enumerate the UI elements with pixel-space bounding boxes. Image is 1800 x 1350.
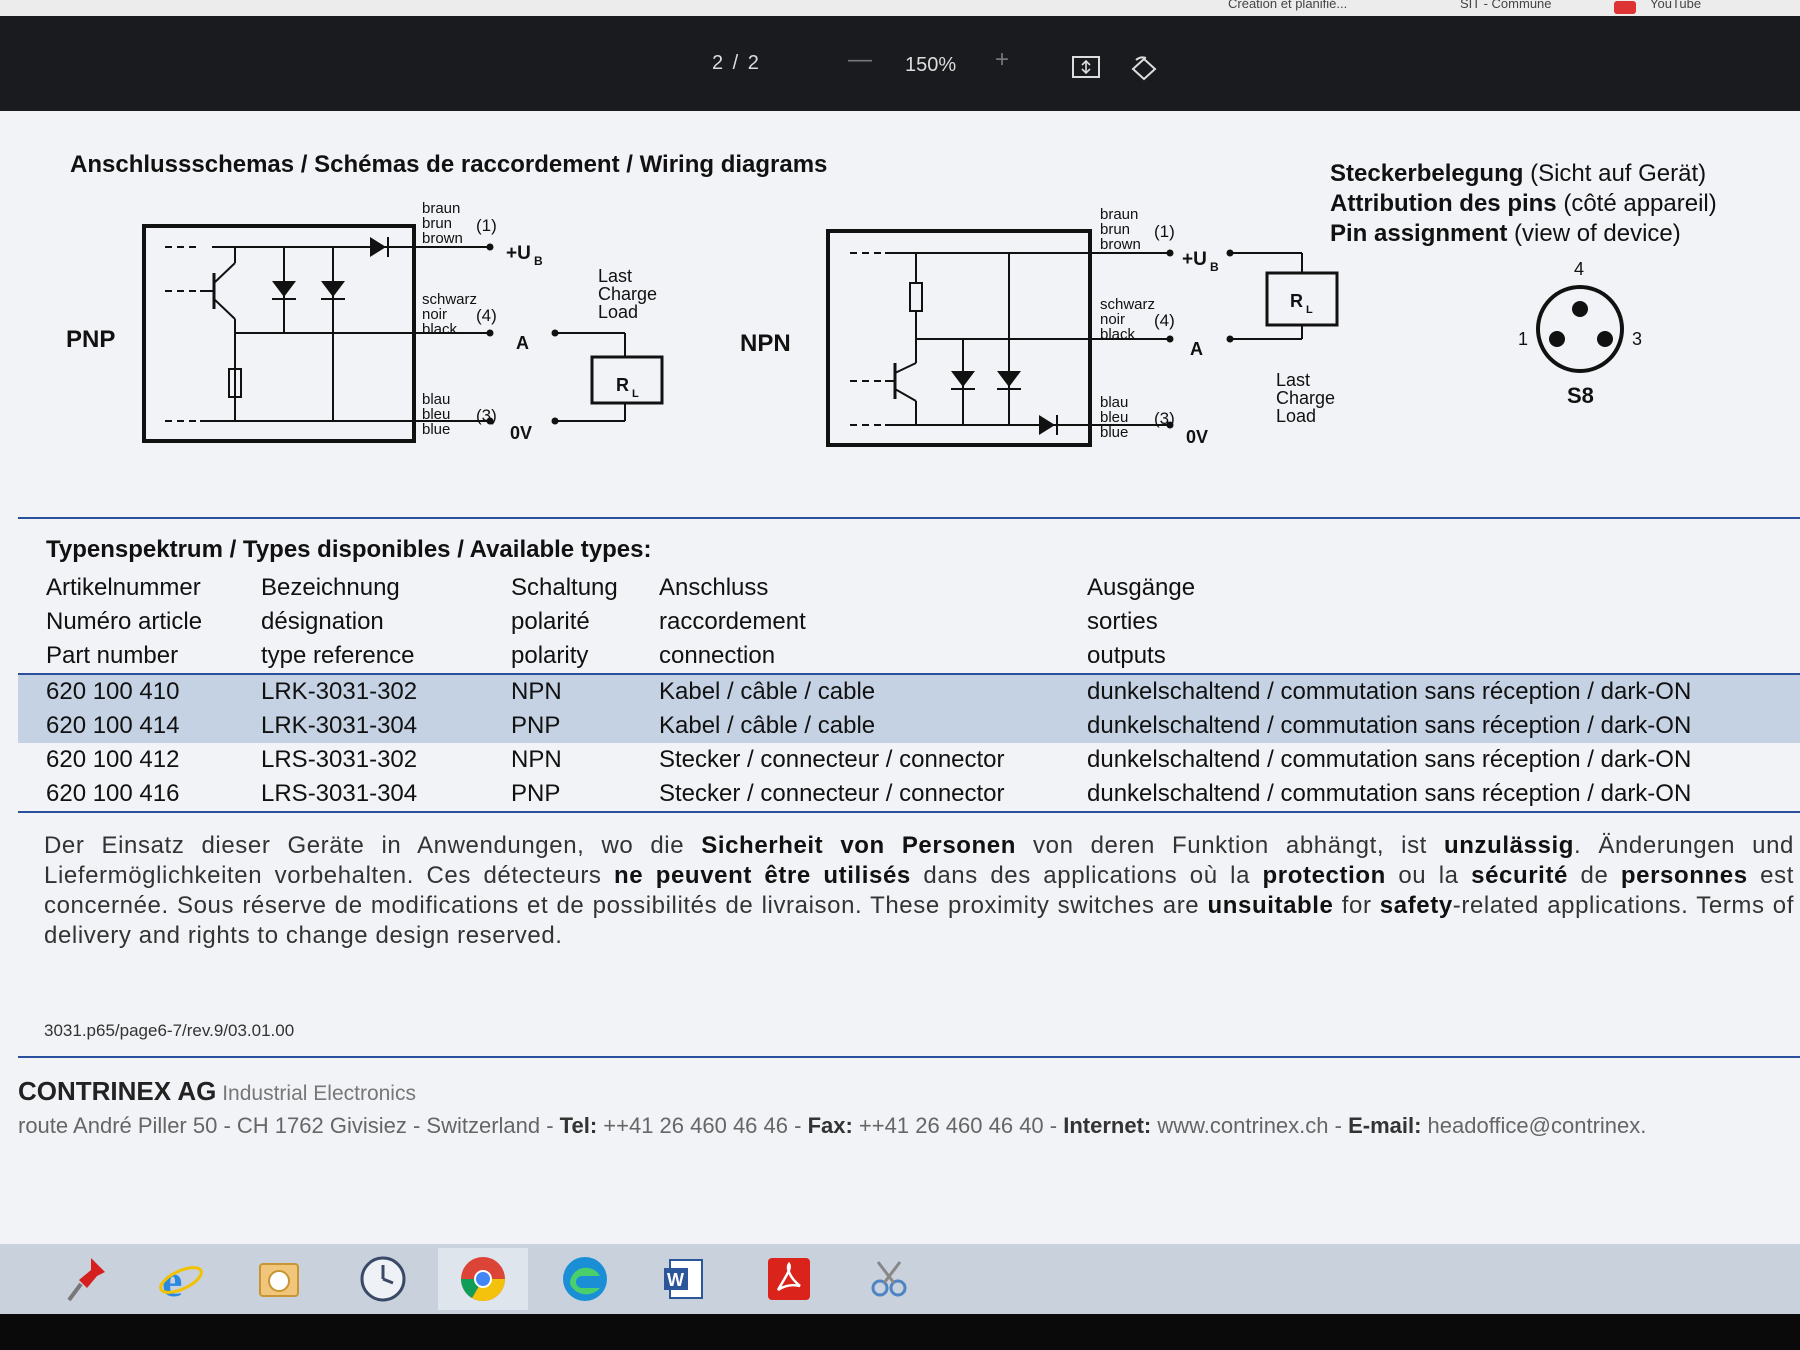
- footer-divider: [18, 1056, 1800, 1058]
- svg-text:braun: braun: [422, 200, 461, 217]
- svg-text:brun: brun: [422, 215, 453, 232]
- svg-text:Load: Load: [1276, 406, 1317, 426]
- s8-connector-pinout: [1518, 259, 1642, 408]
- table-header-row: Numéro article désignation polarité raccordement sorties: [46, 608, 1158, 635]
- svg-text:(1): (1): [1154, 222, 1175, 241]
- zoom-level: 150%: [905, 54, 957, 76]
- document-page: [0, 111, 1800, 1244]
- svg-text:A: A: [516, 333, 529, 353]
- svg-text:(1): (1): [476, 216, 497, 235]
- word-icon[interactable]: [640, 1248, 730, 1310]
- chrome-icon[interactable]: [438, 1248, 528, 1310]
- safety-disclaimer: Der Einsatz dieser Geräte in Anwendungen, wo die Sicherheit von Personen von deren Funktion abhängt, ist unzulässig. Änderungen und Liefermöglichkeiten vorbehalten. Ces détecteurs ne peuvent être utilisés dans des applications où la protection ou la sécurité de personnes est concernée. Sous réserve de modifications et de possibilités de livraison. These proximity switches are unsuitable for safety-related applications. Terms of delivery and rights to change design reserved.: [44, 832, 1795, 949]
- revision-code: 3031.p65/page6-7/rev.9/03.01.00: [44, 1021, 295, 1040]
- svg-text:R: R: [616, 375, 629, 395]
- available-types-title: Typenspektrum / Types disponibles / Available types:: [46, 536, 652, 563]
- svg-text:brun: brun: [1100, 221, 1131, 238]
- bookmark-item[interactable]: Création et planifié...: [1228, 0, 1348, 11]
- clock-icon[interactable]: [338, 1248, 428, 1310]
- pin-app-icon[interactable]: [42, 1248, 132, 1310]
- svg-text:0V: 0V: [1186, 427, 1209, 447]
- svg-text:0V: 0V: [510, 423, 533, 443]
- youtube-icon: [1614, 1, 1636, 14]
- rotate-icon[interactable]: [1130, 56, 1158, 82]
- pnp-wire-labels: [422, 200, 657, 443]
- svg-text:(4): (4): [476, 306, 497, 325]
- svg-text:bleu: bleu: [422, 406, 451, 423]
- pdf-viewer-toolbar: [0, 16, 1800, 111]
- svg-text:blue: blue: [422, 421, 451, 438]
- svg-text:braun: braun: [1100, 206, 1139, 223]
- svg-text:L: L: [632, 388, 639, 400]
- table-header-row: Part number type reference polarity connection outputs: [18, 639, 1800, 674]
- available-types-table: [18, 571, 1800, 813]
- company-address: route André Piller 50 - CH 1762 Givisiez - Switzerland - Tel: ++41 26 460 46 46 - Fax: ++41 26 460 46 40 - Internet: www.contrinex.ch - E-mail: headoffice@contrinex.: [18, 1113, 1647, 1138]
- svg-text:Charge: Charge: [1276, 388, 1336, 408]
- svg-text:R: R: [1290, 291, 1303, 311]
- pnp-diagram: [66, 226, 662, 441]
- svg-text:(4): (4): [1154, 311, 1175, 330]
- svg-text:Load: Load: [598, 302, 639, 322]
- svg-text:blau: blau: [1100, 394, 1129, 411]
- svg-text:3: 3: [1632, 329, 1643, 349]
- pnp-label: PNP: [66, 326, 116, 353]
- svg-text:A: A: [1190, 339, 1203, 359]
- table-row: 620 100 410 LRK-3031-302 NPN Kabel / câble / cable dunkelschaltend / commutation sans réception / dark-ON: [18, 674, 1800, 709]
- table-row: 620 100 412 LRS-3031-302 NPN Stecker / connecteur / connector dunkelschaltend / commutation sans réception / dark-ON: [46, 746, 1692, 773]
- svg-text:B: B: [534, 254, 543, 268]
- fit-page-icon[interactable]: [1072, 56, 1100, 78]
- snipping-tool-icon[interactable]: [844, 1248, 934, 1310]
- svg-text:(3): (3): [476, 406, 497, 425]
- monitor-bezel: [0, 1314, 1800, 1350]
- company-name: CONTRINEX AG Industrial Electronics: [18, 1076, 416, 1106]
- svg-text:schwarz: schwarz: [422, 291, 478, 308]
- table-row: 620 100 414 LRK-3031-304 PNP Kabel / câble / cable dunkelschaltend / commutation sans réception / dark-ON: [18, 709, 1800, 743]
- bookmark-youtube[interactable]: YouTube: [1650, 0, 1702, 11]
- svg-text:L: L: [1306, 304, 1313, 316]
- section-divider: [18, 517, 1800, 519]
- outlook-calendar-icon[interactable]: [234, 1248, 324, 1310]
- svg-text:black: black: [422, 321, 458, 338]
- svg-text:blue: blue: [1100, 424, 1129, 441]
- svg-text:bleu: bleu: [1100, 409, 1129, 426]
- svg-text:blau: blau: [422, 391, 451, 408]
- edge-icon[interactable]: [540, 1248, 630, 1310]
- svg-text:+U: +U: [506, 243, 531, 264]
- svg-text:(3): (3): [1154, 409, 1175, 428]
- svg-text:e: e: [162, 1255, 183, 1304]
- svg-text:1: 1: [1518, 329, 1529, 349]
- svg-text:brown: brown: [1100, 236, 1141, 253]
- svg-text:noir: noir: [1100, 311, 1126, 328]
- zoom-out-button[interactable]: —: [848, 46, 872, 73]
- wiring-diagrams: [0, 181, 1800, 511]
- bookmarks-bar: [0, 0, 1800, 16]
- svg-text:Charge: Charge: [598, 284, 658, 304]
- svg-text:brown: brown: [422, 230, 463, 247]
- svg-text:+U: +U: [1182, 249, 1207, 270]
- svg-text:Last: Last: [598, 266, 633, 286]
- bookmark-item[interactable]: SIT - Commune: [1460, 0, 1552, 11]
- npn-label: NPN: [740, 330, 791, 357]
- acrobat-icon[interactable]: [744, 1248, 834, 1310]
- pin-assignment-heading: Steckerbelegung (Sicht auf Gerät) Attribution des pins (côté appareil) Pin assignment (view of device): [1330, 160, 1717, 247]
- wiring-diagrams-title: Anschlussschemas / Schémas de raccordement / Wiring diagrams: [70, 151, 828, 178]
- taskbar: [0, 1244, 1800, 1314]
- svg-text:4: 4: [1574, 259, 1585, 279]
- svg-text:Last: Last: [1276, 370, 1311, 390]
- npn-diagram: [740, 231, 1337, 445]
- table-header-row: Artikelnummer Bezeichnung Schaltung Anschluss Ausgänge: [46, 574, 1196, 601]
- page-indicator[interactable]: 2 / 2: [712, 52, 761, 74]
- internet-explorer-icon[interactable]: [136, 1248, 226, 1310]
- table-row: 620 100 416 LRS-3031-304 PNP Stecker / connecteur / connector dunkelschaltend / commutation sans réception / dark-ON: [18, 777, 1800, 812]
- svg-text:schwarz: schwarz: [1100, 296, 1156, 313]
- svg-text:W: W: [667, 1270, 684, 1290]
- svg-text:noir: noir: [422, 306, 448, 323]
- zoom-in-button[interactable]: +: [995, 46, 1010, 73]
- svg-text:S8: S8: [1567, 383, 1594, 408]
- svg-text:B: B: [1210, 260, 1219, 274]
- svg-text:black: black: [1100, 326, 1136, 343]
